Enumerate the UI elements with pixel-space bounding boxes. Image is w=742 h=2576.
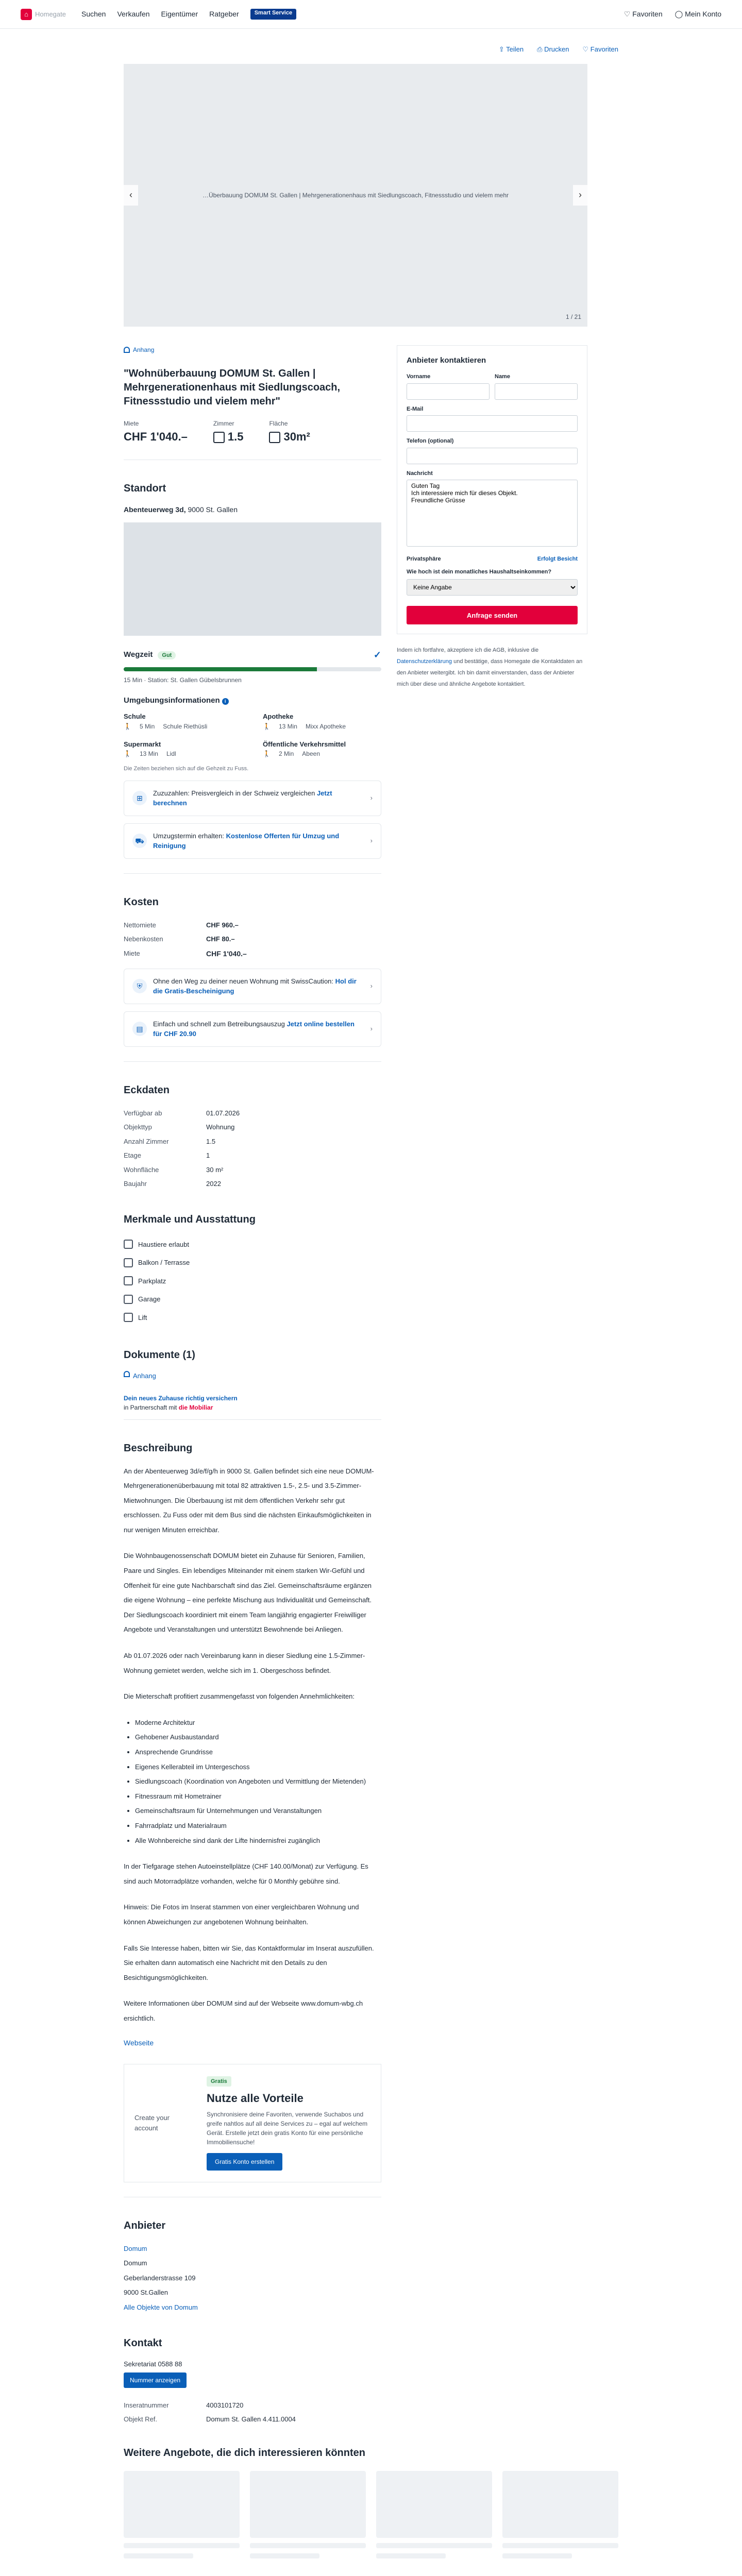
account-link[interactable]: ◯ Mein Konto <box>674 10 721 18</box>
feature-item: Lift <box>124 1309 381 1327</box>
walk-icon: 🚶 <box>263 750 271 757</box>
cost-row: Nettomiete CHF 960.– <box>124 921 239 929</box>
environment-note: Die Zeiten beziehen sich auf die Gehzeit zu Fuss. <box>124 766 249 772</box>
all-objects-link[interactable]: Alle Objekte von Domum <box>124 2303 198 2311</box>
show-number-button[interactable]: Nummer anzeigen <box>124 2372 187 2388</box>
similar-listings <box>124 2471 618 2558</box>
insurance-partner[interactable]: Dein neues Zuhause richtig versichern in Partnerschaft mit die Mobiliar <box>124 1394 381 1420</box>
walk-icon: 🚶 <box>263 722 271 730</box>
share-button[interactable]: ⇪ Teilen <box>498 45 524 53</box>
environment-heading: Umgebungsinformationen i <box>124 695 381 707</box>
amenities-list: • Moderne Architektur • Gehobener Ausbaustandard • Ansprechende Grundrisse • Eigenes Kellerabteil im Untergeschoss • Siedlungscoach (Koordination von Angeboten und Vermittlung der Mietenden) • Fitnessraum mit Hometrainer • Gemeinschaftsraum für Unternehmungen und Veranstaltungen • Fahrradplatz und Materialraum • Alle Wohnbereiche sind dank der Lifte hindernisfrei zugänglich <box>135 1716 381 1848</box>
env-item: Supermarkt 🚶 13 Min Lidl <box>124 740 176 757</box>
promo-link[interactable]: Jetzt berechnen <box>153 789 332 807</box>
attachment-link[interactable]: Anhang <box>124 345 381 354</box>
contact-phone: Sekretariat 0588 88 <box>124 2360 182 2368</box>
features-heading: Merkmale und Ausstattung <box>124 1213 256 1225</box>
description: An der Abenteuerweg 3d/e/f/g/h in 9000 St. Gallen befindet sich eine neue DOMUM-Mehrgenerationenüberbauung mit total 82 attraktiven 1.5-, 2.5- und 3.5-Zimmer-Mietwohnungen. Die Überbauung ist mit dem öffentlichen Verkehr sehr gut erschlossen. Zu Fuss oder mit dem Bus sind die nächsten Einkaufsmöglichkeiten in nur wenigen Minuten erreichbar. Die Wohnbaugenossenschaft DOMUM bietet ein Zuhause für Senioren, Familien, Paare und Singles. Ein lebendiges Miteinander mit einem starken Wir-Gefühl und Offenheit für eine gute Nachbarschaft sind das Ziel. Gemeinschaftsräume ergänzen die eigene Wohnung – eine perfekte Mischung aus Individualität und Gemeinschaft. Der Siedlungscoach koordiniert mit einem Team langjährig engagierter Freiwilliger Angebote und Veranstaltungen und unterstützt Bewohnende bei Anliegen. Ab 01.07.2026 oder nach Vereinbarung kann in dieser Siedlung eine 1.5-Zimmer-Wohnung gemietet werden, welche sich im 1. Obergeschoss befindet. Die Mieterschaft profitiert zusammengefasst von folgenden Annehmlichkeiten: • Moderne Architektur • Gehobener Ausbaustandard • Ansprechende Grundrisse • Eigenes Kellerabteil im Untergeschoss • Siedlungscoach (Koordination von Angeboten und Vermittlung der Mietenden) • Fitnessraum mit Hometrainer • Gemeinschaftsraum für Unternehmungen und Veranstaltungen • Fahrradplatz und Materialraum • Alle Wohnbereiche sind dank der Lifte hindernisfrei zugänglich In der Tiefgarage stehen Autoeinstellplätze (CHF 140.00/Monat) zur Verfügung. Es sind auch Motorradplätze vorhanden, welche für 0 Monthly gebühre sind. Hinweis: Die Fotos im Inserat stammen von einer vergleichbaren Wohnung und können Abweichungen zur angebotenen Wohnung beinhalten. Falls Sie Interesse haben, bitten wir Sie, das Kontaktformular im Inserat auszufüllen. Sie erhalten dann automatisch eine Nachricht mit den Details zu den Besichtigungsmöglichkeiten. Weitere Informationen über DOMUM sind auf der Webseite www.domum-wbg.ch ersichtlich. Webseite <box>124 1464 381 2048</box>
nav-eigentuemer[interactable]: Eigentümer <box>161 10 198 18</box>
walk-detail: 15 Min · Station: St. Gallen Gübelsbrunnen <box>124 676 242 684</box>
detail-row: Objekttyp Wohnung <box>124 1123 235 1131</box>
site-header <box>0 0 742 29</box>
favorite-button[interactable]: ♡ Favoriten <box>582 45 618 53</box>
promo-link[interactable]: Kostenlose Offerten für Umzug und Reinigung <box>153 832 340 850</box>
sidebar <box>397 335 587 2427</box>
fact-area: Fläche 30m² <box>269 419 310 443</box>
privacy-policy-link[interactable]: Datenschutzerklärung <box>397 658 452 665</box>
walk-badge: Gut <box>158 651 176 659</box>
house-icon: ⌂ <box>21 9 32 20</box>
detail-row: Verfügbar ab 01.07.2026 <box>124 1109 240 1117</box>
env-item: Apotheke 🚶 13 Min Mixx Apotheke <box>263 713 346 730</box>
ref-row: Inseratnummer 4003101720 <box>124 2401 244 2409</box>
share-icon: ⇪ <box>498 45 507 53</box>
listing-title: "Wohnüberbauung DOMUM St. Gallen | Mehrgenerationenhaus mit Siedlungscoach, Fitnessstudio und vielem mehr" <box>124 367 341 407</box>
gallery-prev-button[interactable]: ‹ <box>124 185 138 206</box>
document-link[interactable]: Anhang <box>124 1371 381 1381</box>
listing-card-placeholder[interactable] <box>250 2471 366 2558</box>
user-icon: ◯ <box>674 10 685 18</box>
parking-icon <box>124 1276 133 1285</box>
nav-ratgeber[interactable]: Ratgeber <box>209 10 239 18</box>
listing-card-placeholder[interactable] <box>124 2471 240 2558</box>
ref-row: Objekt Ref. Domum St. Gallen 4.411.0004 <box>124 2415 296 2424</box>
fact-rooms: Zimmer 1.5 <box>213 419 244 443</box>
chevron-right-icon: › <box>370 982 373 990</box>
detail-row: Wohnfläche 30 m² <box>124 1165 224 1174</box>
gallery-next-button[interactable]: › <box>573 185 587 206</box>
walk-time-row: Wegzeit Gut ✓ <box>124 648 381 662</box>
detail-row: Anzahl Zimmer 1.5 <box>124 1137 216 1145</box>
mobiliar-logo: die Mobiliar <box>178 1403 213 1411</box>
gallery-counter: 1 / 21 <box>565 313 581 320</box>
smart-service-badge[interactable]: Smart Service <box>250 9 296 20</box>
documents-heading: Dokumente (1) <box>124 1349 195 1361</box>
divider <box>124 873 381 874</box>
nav-verkaufen[interactable]: Verkaufen <box>117 10 150 18</box>
website-link[interactable]: Webseite <box>124 2038 154 2047</box>
document-icon: ▤ <box>132 1022 147 1036</box>
feature-item: Parkplatz <box>124 1272 381 1291</box>
detail-row: Etage 1 <box>124 1151 210 1159</box>
send-request-button[interactable]: Anfrage senden <box>407 606 578 624</box>
address: Abenteuerweg 3d, 9000 St. Gallen <box>124 505 238 514</box>
top-actions <box>124 29 618 64</box>
description-heading: Beschreibung <box>124 1442 193 1454</box>
provider-info: Domum Domum Geberlanderstrasse 109 9000 St.Gallen Alle Objekte von Domum <box>124 2244 198 2311</box>
contact-heading: Kontakt <box>124 2337 162 2349</box>
garage-icon <box>124 1295 133 1304</box>
balcony-icon <box>124 1258 133 1267</box>
chevron-right-icon: › <box>370 1025 373 1033</box>
divider <box>124 1061 381 1062</box>
check-icon: ✓ <box>373 649 381 660</box>
print-button[interactable]: ⎙ Drucken <box>537 45 569 53</box>
shield-icon: ⛨ <box>132 979 147 993</box>
promo-link[interactable]: Hol dir die Gratis-Bescheinigung <box>153 977 357 995</box>
image-gallery[interactable] <box>124 64 587 327</box>
main-column <box>124 335 381 2427</box>
logo[interactable]: ⌂ Homegate <box>21 9 66 20</box>
calculator-icon: ⊞ <box>132 791 147 805</box>
phone-input[interactable] <box>407 448 578 464</box>
feature-item: Balkon / Terrasse <box>124 1253 381 1272</box>
paw-icon <box>124 1240 133 1249</box>
promo-box[interactable]: ⊞ Zuzuzahlen: Preisvergleich in der Schweiz vergleichen Jetzt berechnen › <box>124 781 381 816</box>
heart-icon: ♡ <box>623 10 633 18</box>
detail-row: Baujahr 2022 <box>124 1180 221 1188</box>
feature-item: Haustiere erlaubt <box>124 1235 381 1254</box>
env-item: Schule 🚶 5 Min Schule Riethüsli <box>124 713 208 730</box>
info-icon[interactable]: i <box>222 698 229 705</box>
promo-box[interactable]: ⛨ Ohne den Weg zu deiner neuen Wohnung mit SwissCaution: Hol dir die Gratis-Bescheinigung › <box>124 969 381 1004</box>
walk-details <box>124 675 381 685</box>
map[interactable] <box>124 522 381 636</box>
promo-link[interactable]: Jetzt online bestellen für CHF 20.90 <box>153 1020 355 1038</box>
env-item: Öffentliche Verkehrsmittel 🚶 2 Min Abeen <box>263 740 346 757</box>
content-columns <box>124 335 618 2427</box>
favorites-link[interactable]: ♡ Favoriten <box>623 10 663 18</box>
contact-form-title: Anbieter kontaktieren <box>407 355 486 365</box>
key-facts <box>124 419 381 445</box>
last-name-input[interactable] <box>495 383 578 400</box>
main-nav <box>81 9 296 20</box>
paperclip-icon <box>124 1371 130 1377</box>
email-input[interactable] <box>407 415 578 432</box>
promo-box[interactable]: ⛟ Umzugstermin erhalten: Kostenlose Offerten für Umzug und Reinigung › <box>124 823 381 859</box>
chevron-right-icon: › <box>370 837 373 845</box>
walk-progress-fill <box>124 667 317 671</box>
location-heading: Standort <box>124 482 166 494</box>
similar-heading: Weitere Angebote, die dich interessieren könnten <box>124 2447 365 2459</box>
create-account-button[interactable]: Gratis Konto erstellen <box>207 2153 282 2171</box>
walk-progress <box>124 667 381 671</box>
listing-card-placeholder[interactable] <box>376 2471 492 2558</box>
cost-row: Miete CHF 1'040.– <box>124 949 247 958</box>
account-promo: Create your account Gratis Nutze alle Vorteile Synchronisiere deine Favoriten, verwende Suchabos und greife nahtlos auf all deine Services zu – egal auf welchem Gerät. Erstelle jetzt dein gratis Konto für eine persönliche Immobiliensuche! Gratis Konto erstellen <box>124 2064 381 2182</box>
details-heading: Eckdaten <box>124 1084 170 1096</box>
message-textarea[interactable] <box>407 480 578 547</box>
environment-grid <box>124 711 381 758</box>
chevron-right-icon: › <box>370 794 373 802</box>
walk-icon: 🚶 <box>124 750 131 757</box>
fact-rent: Miete CHF 1'040.– <box>124 419 188 443</box>
provider-heading: Anbieter <box>124 2219 166 2231</box>
elevator-icon <box>124 1313 133 1322</box>
listing-card-placeholder[interactable] <box>502 2471 618 2558</box>
first-name-input[interactable] <box>407 383 490 400</box>
header-right <box>624 9 721 20</box>
contact-form: Anbieter kontaktieren Vorname Name E-Mail Telefon (optional) Nachricht Guten Tag Ich interessiere mich für dieses Objekt. Freundliche Grüsse Privatsphäre Erfolgt Besicht Wie hoch ist dein monatliches Haushaltseinkommen? Keine Angabe Anfrage senden <box>397 345 587 635</box>
provider-link[interactable]: Domum <box>124 2244 147 2252</box>
walk-icon: 🚶 <box>124 722 131 730</box>
promo-box[interactable]: ▤ Einfach und schnell zum Betreibungsauszug Jetzt online bestellen für CHF 20.90 › <box>124 1011 381 1047</box>
gallery-image-alt: …Überbauung DOMUM St. Gallen | Mehrgenerationenhaus mit Siedlungscoach, Fitnessstudio und vielem mehr <box>202 191 509 199</box>
heart-icon: ♡ <box>582 45 591 53</box>
costs-heading: Kosten <box>124 896 159 908</box>
truck-icon: ⛟ <box>132 834 147 848</box>
cost-row: Nebenkosten CHF 80.– <box>124 935 235 943</box>
household-income-select[interactable] <box>407 579 578 596</box>
area-icon <box>269 432 280 443</box>
nav-suchen[interactable]: Suchen <box>81 10 106 18</box>
privacy-link[interactable]: Erfolgt Besicht <box>537 556 578 562</box>
legal-note: Indem ich fortfahre, akzeptiere ich die AGB, inklusive die Datenschutzerklärung und bestätige, dass Homegate die Kontaktdaten an den Anbieter weitergibt. Ich bin damit einverstanden, dass der Anbieter mich über diese und ähnliche Angebote kontaktiert. <box>397 647 583 687</box>
door-icon <box>213 432 225 443</box>
feature-item: Garage <box>124 1290 381 1309</box>
page <box>124 29 618 2576</box>
paperclip-icon <box>124 347 130 353</box>
print-icon: ⎙ <box>537 45 545 53</box>
